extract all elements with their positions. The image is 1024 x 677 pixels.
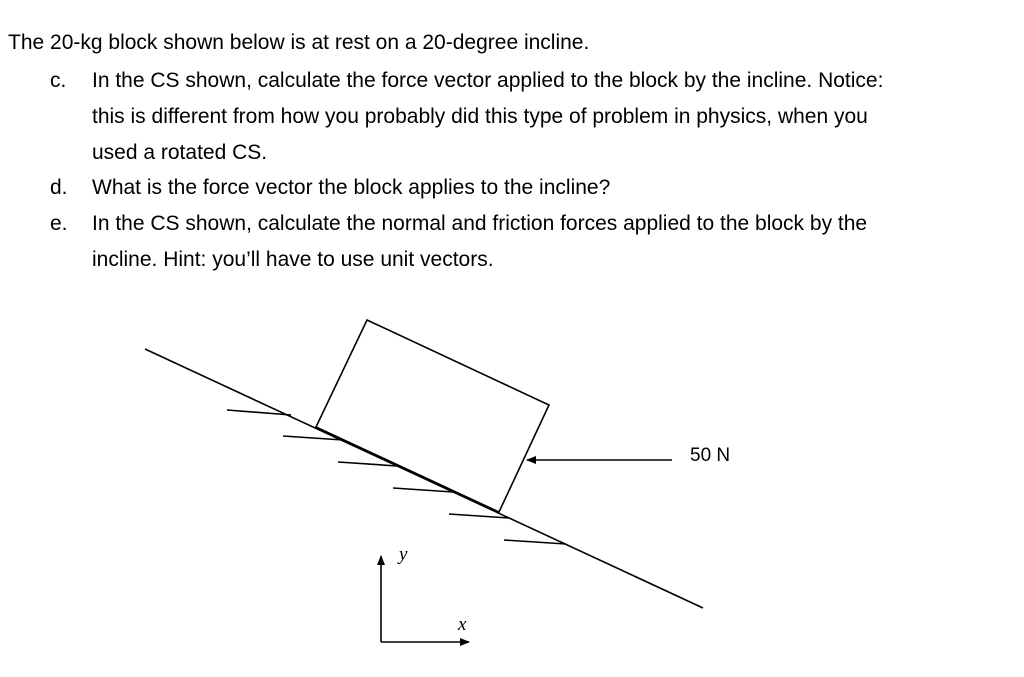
x-axis-label: x (458, 614, 467, 635)
problem-intro: The 20-kg block shown below is at rest on a 20-degree incline. (8, 31, 590, 54)
question-c-line-1: In the CS shown, calculate the force vector applied to the block by the incline. Notice: (92, 69, 884, 92)
question-d-line-1: What is the force vector the block applies to the incline? (92, 176, 611, 199)
question-c-line-2: this is different from how you probably did this type of problem in physics, when you (92, 105, 868, 128)
question-d-marker: d. (50, 176, 68, 199)
question-c-marker: c. (50, 69, 67, 92)
y-axis-label: y (399, 544, 408, 565)
force-label: 50 N (690, 445, 731, 466)
question-e-line-2: incline. Hint: you’ll have to use unit vectors. (92, 248, 494, 271)
question-e-marker: e. (50, 212, 68, 235)
question-e-line-1: In the CS shown, calculate the normal and friction forces applied to the block by the (92, 212, 868, 235)
coordinate-system (381, 544, 469, 642)
question-c-line-3: used a rotated CS. (92, 141, 268, 164)
